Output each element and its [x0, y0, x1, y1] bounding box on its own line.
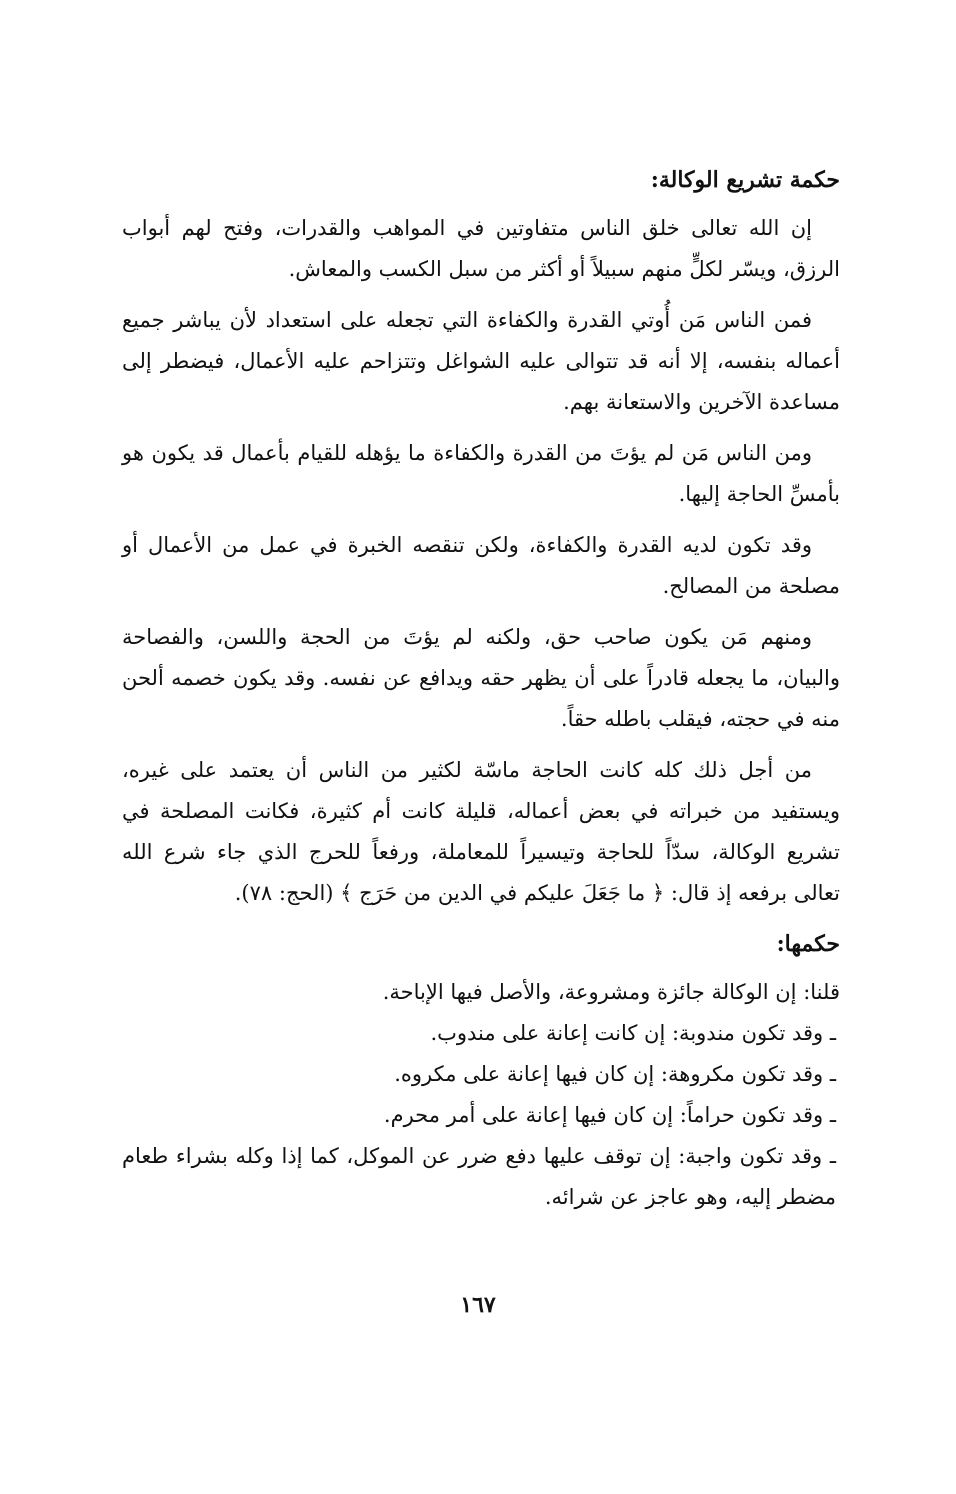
paragraph: ومنهم مَن يكون صاحب حق، ولكنه لم يؤتَ من الحجة واللسن، والفصاحة والبيان، ما يجعله قادراً على أن يظهر حقه ويدافع عن نفسه. وقد يكون خصمه ألحن منه في حجته، فيقلب باطله حقاً. [122, 625, 840, 731]
ruling-intro: قلنا: إن الوكالة جائزة ومشروعة، والأصل فيها الإباحة. [382, 980, 840, 1004]
paragraph: ومن الناس مَن لم يؤتَ من القدرة والكفاءة ما يؤهله للقيام بأعمال قد يكون هو بأمسِّ الحاجة إليها. [122, 441, 840, 506]
ruling-item: ـ وقد تكون مكروهة: إن كان فيها إعانة على مكروه. [394, 1062, 836, 1086]
ruling-item: ـ وقد تكون مندوبة: إن كانت إعانة على مندوب. [430, 1021, 836, 1045]
section-title: حكمة تشريع الوكالة: [650, 167, 840, 193]
ruling-title: حكمها: [776, 931, 840, 957]
ruling-item: ـ وقد تكون واجبة: إن توقف عليها دفع ضرر عن الموكل، كما إذا وكله بشراء طعام مضطر إليه، وهو عاجز عن شرائه. [122, 1144, 836, 1209]
page-body [122, 160, 840, 1218]
paragraph: من أجل ذلك كله كانت الحاجة ماسّة لكثير من الناس أن يعتمد على غيره، ويستفيد من خبراته في بعض أعماله، قليلة كانت أم كثيرة، فكانت المصلحة في تشريع الوكالة، سدّاً للحاجة وتيسيراً للمعاملة، ورفعاً للحرج الذي جاء شرع الله تعالى برفعه إذ قال: ﴿ ما جَعَلَ عليكم في الدين من حَرَج ﴾ (الحج: ٧٨). [122, 758, 840, 905]
paragraph: إن الله تعالى خلق الناس متفاوتين في المواهب والقدرات، وفتح لهم أبواب الرزق، ويسّر لكلٍّ منهم سبيلاً أو أكثر من سبل الكسب والمعاش. [122, 216, 840, 281]
page-number: ١٦٧ [460, 1292, 496, 1318]
paragraph: فمن الناس مَن أُوتي القدرة والكفاءة التي تجعله على استعداد لأن يباشر جميع أعماله بنفسه، إلا أنه قد تتوالى عليه الشواغل وتتزاحم عليه الأعمال، فيضطر إلى مساعدة الآخرين والاستعانة بهم. [122, 308, 840, 414]
paragraph: وقد تكون لديه القدرة والكفاءة، ولكن تنقصه الخبرة في عمل من الأعمال أو مصلحة من المصالح. [122, 533, 840, 598]
ruling-item: ـ وقد تكون حراماً: إن كان فيها إعانة على أمر محرم. [383, 1103, 836, 1127]
